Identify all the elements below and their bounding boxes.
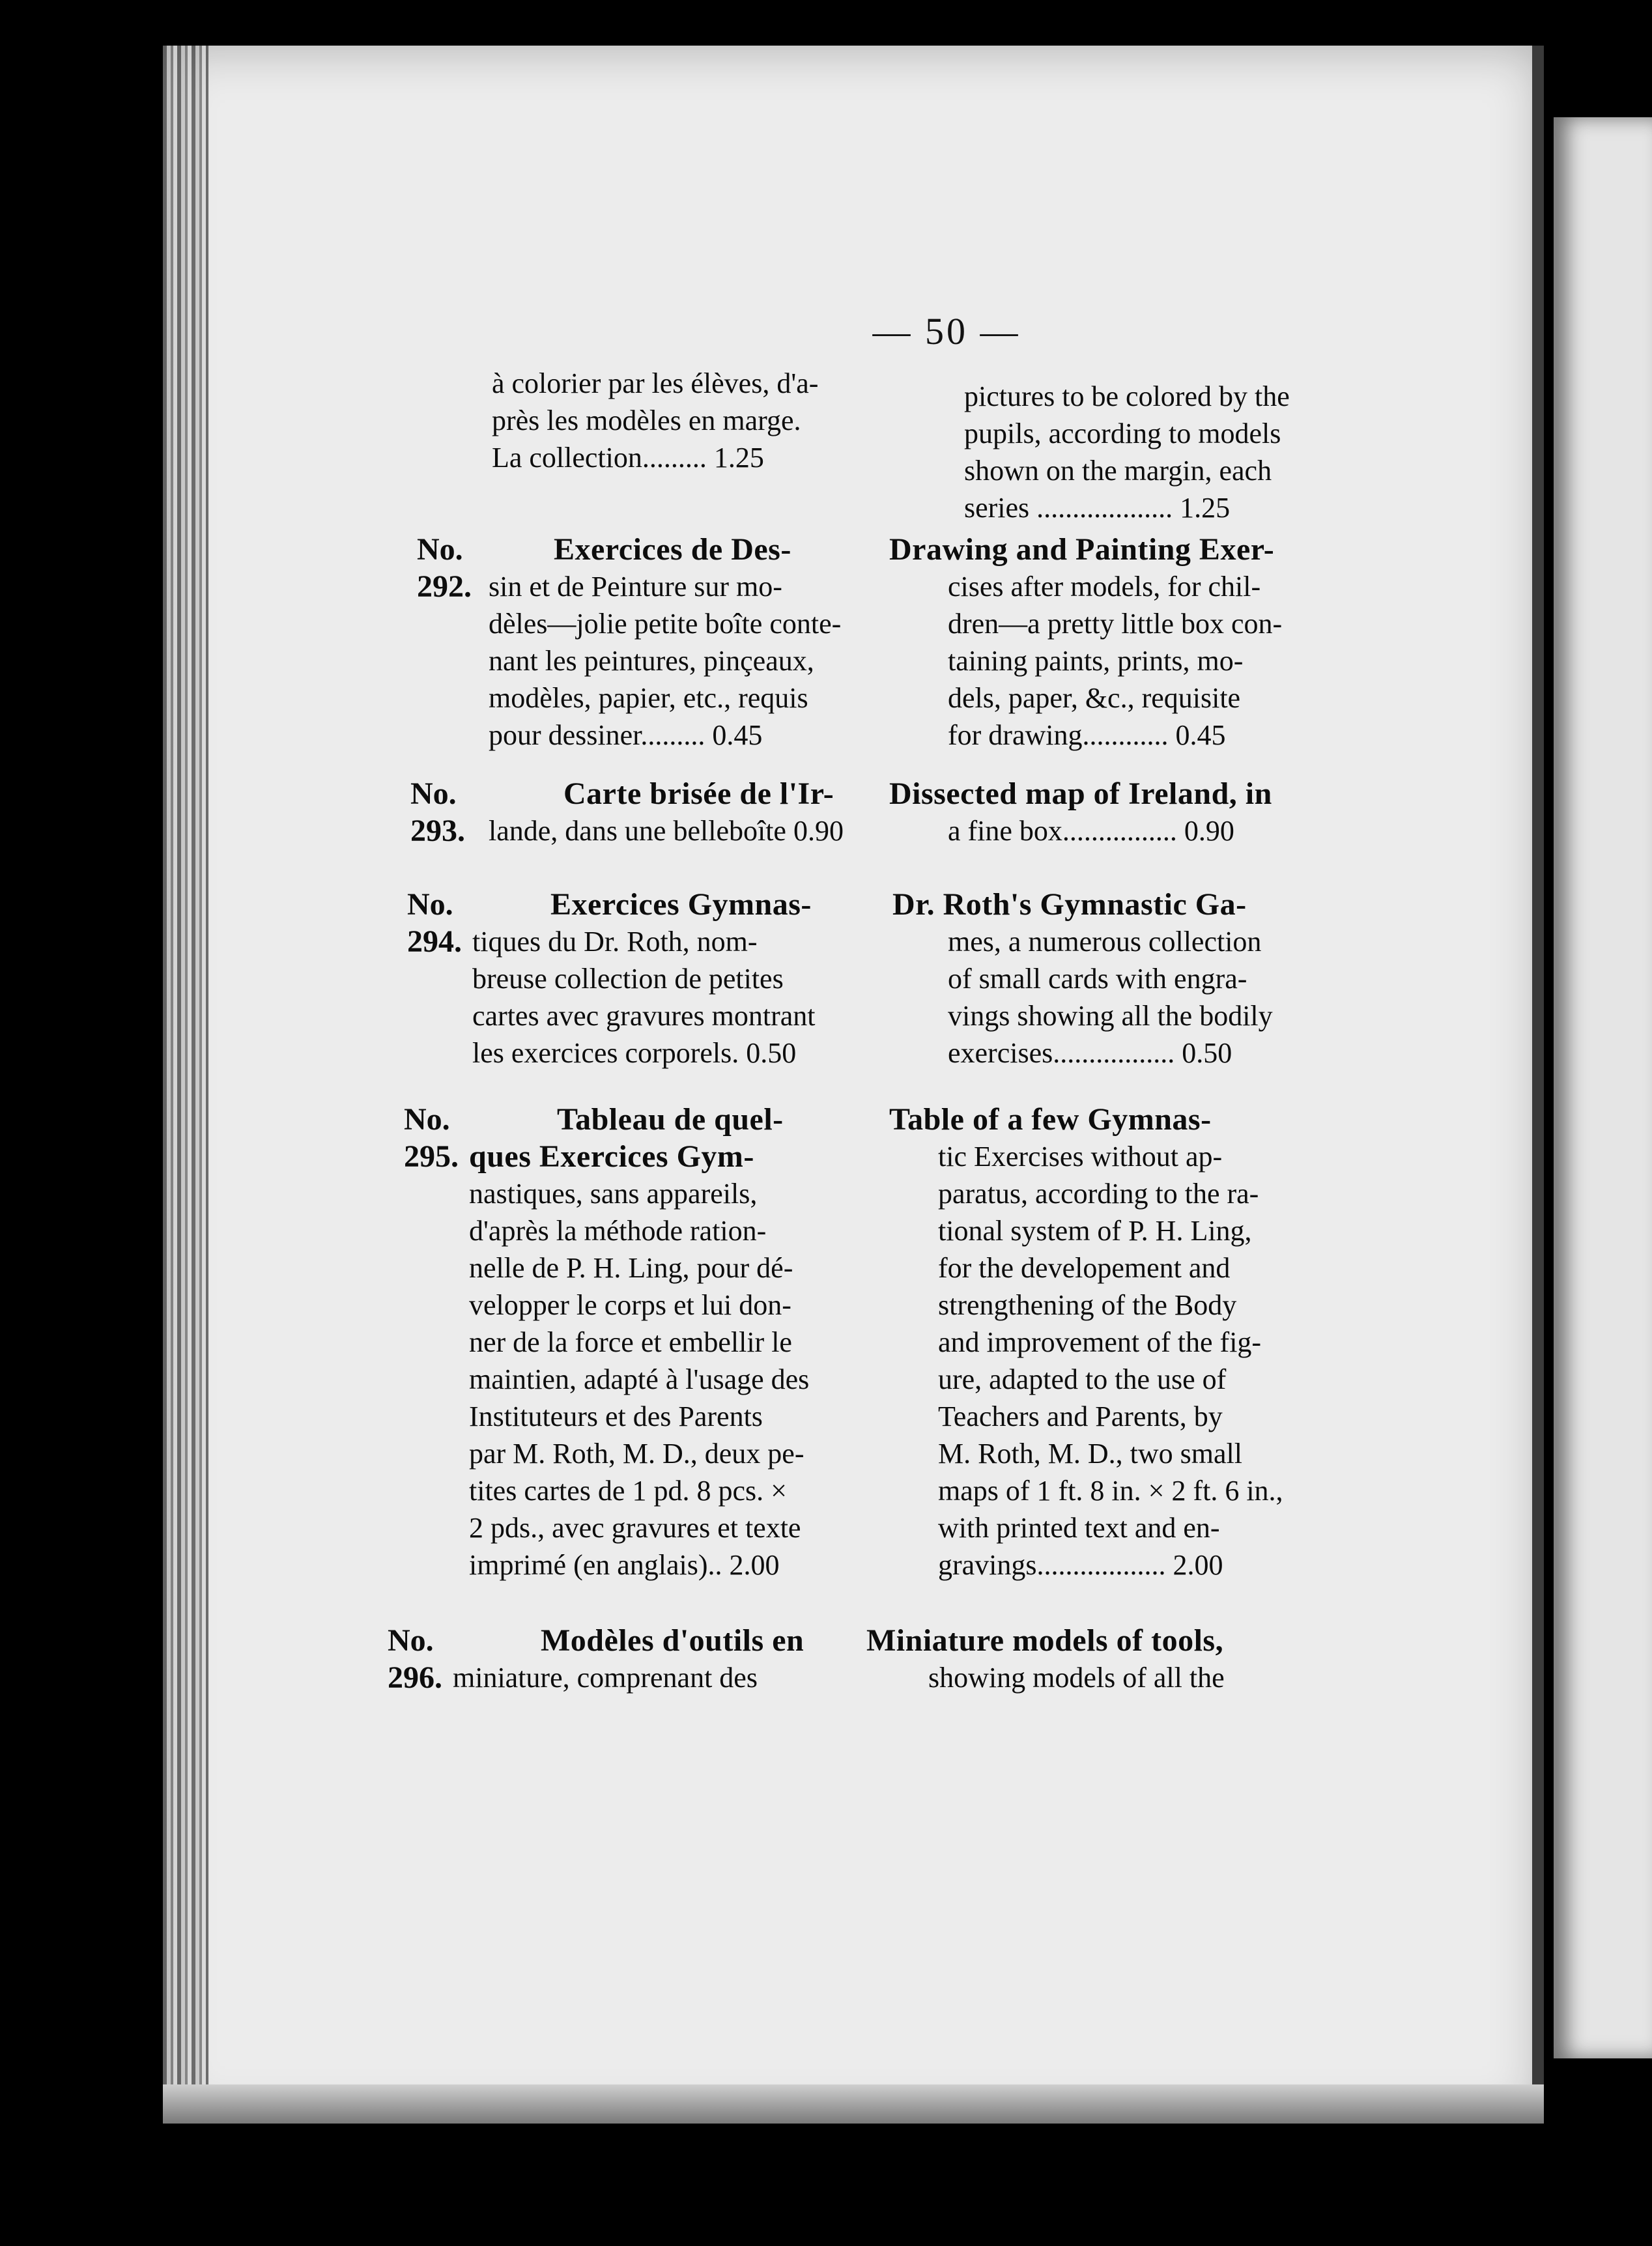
text-line: La collection......... 1.25 <box>492 442 764 474</box>
text-line: dèles—jolie petite boîte conte- <box>489 608 842 640</box>
entry-title-en: Drawing and Painting Exer- <box>889 532 1275 567</box>
text-line: cises after models, for chil- <box>948 571 1261 603</box>
entry-title-en: Dissected map of Ireland, in <box>889 776 1272 811</box>
page-right-edge <box>1532 46 1544 2124</box>
text-line: velopper le corps et lui don- <box>469 1289 791 1321</box>
text-line: M. Roth, M. D., two small <box>938 1438 1242 1470</box>
entry-number: No. 296. <box>388 1623 442 1695</box>
text-line: les exercices corporels. 0.50 <box>472 1037 797 1069</box>
text-line: pour dessiner......... 0.45 <box>489 719 763 751</box>
text-line: ure, adapted to the use of <box>938 1363 1227 1395</box>
text-line: 2 pds., avec gravures et texte <box>469 1512 801 1544</box>
entry-en <box>889 1101 1365 1138</box>
text-line: pictures to be colored by the <box>964 380 1290 412</box>
entry-title-fr: Modèles d'outils en <box>541 1623 805 1658</box>
continued-fr <box>492 365 948 476</box>
entry-en-body <box>948 923 1404 1072</box>
text-line: for the developement and <box>938 1252 1231 1284</box>
entry-en-body <box>928 1659 1384 1696</box>
entry-title-en: Dr. Roth's Gymnastic Ga- <box>892 887 1247 922</box>
text-line: dels, paper, &c., requisite <box>948 682 1241 714</box>
text-line: modèles, papier, etc., requis <box>489 682 808 714</box>
text-line: maps of 1 ft. 8 in. × 2 ft. 6 in., <box>938 1475 1283 1507</box>
page-binding <box>163 46 208 2124</box>
text-line: tiques du Dr. Roth, nom- <box>472 926 758 958</box>
text-line: ner de la force et embellir le <box>469 1326 792 1358</box>
entry-en <box>866 1622 1348 1659</box>
entry-fr-body <box>489 812 945 849</box>
entry-number: No. 294. <box>407 887 462 959</box>
entry-title-en: Miniature models of tools, <box>866 1623 1224 1658</box>
text-line: exercises................. 0.50 <box>948 1037 1232 1069</box>
page-bottom-edge <box>163 2084 1544 2124</box>
text-line: par M. Roth, M. D., deux pe- <box>469 1438 805 1470</box>
adjacent-page <box>1554 117 1652 2058</box>
text-line: dren—a pretty little box con- <box>948 608 1283 640</box>
entry-fr-body <box>469 1138 938 1584</box>
entry-title-fr: Carte brisée de l'Ir- <box>563 776 834 811</box>
scanned-page <box>163 46 1544 2124</box>
text-line: gravings.................. 2.00 <box>938 1549 1223 1581</box>
text-line: nastiques, sans appareils, <box>469 1178 758 1210</box>
text-line: mes, a numerous collection <box>948 926 1262 958</box>
text-line: maintien, adapté à l'usage des <box>469 1363 810 1395</box>
text-line: ques Exercices Gym- <box>469 1139 754 1174</box>
text-line: with printed text and en- <box>938 1512 1220 1544</box>
entry-en <box>889 531 1365 568</box>
entry-fr-body <box>453 1659 922 1696</box>
text-line: imprimé (en anglais).. 2.00 <box>469 1549 780 1581</box>
text-line: tic Exercises without ap- <box>938 1141 1223 1173</box>
entry-fr-body <box>489 568 945 754</box>
text-line: lande, dans une belleboîte 0.90 <box>489 815 844 847</box>
text-line: and improvement of the fig- <box>938 1326 1262 1358</box>
text-line: strengthening of the Body <box>938 1289 1237 1321</box>
text-line: tional system of P. H. Ling, <box>938 1215 1252 1247</box>
text-line: cartes avec gravures montrant <box>472 1000 816 1032</box>
text-line: of small cards with engra- <box>948 963 1247 995</box>
text-line: tites cartes de 1 pd. 8 pcs. × <box>469 1475 787 1507</box>
text-line: Teachers and Parents, by <box>938 1400 1223 1432</box>
text-line: nant les peintures, pinçeaux, <box>489 645 814 677</box>
text-line: a fine box................ 0.90 <box>948 815 1234 847</box>
entry-en <box>892 886 1368 923</box>
text-line: nelle de P. H. Ling, pour dé- <box>469 1252 793 1284</box>
entry-fr-body <box>472 923 941 1072</box>
text-line: paratus, according to the ra- <box>938 1178 1259 1210</box>
text-line: à colorier par les élèves, d'a- <box>492 367 819 399</box>
entry-en-body <box>938 1138 1407 1584</box>
text-line: taining paints, prints, mo- <box>948 645 1244 677</box>
entry-title-fr: Tableau de quel- <box>557 1102 784 1137</box>
continued-en <box>964 378 1420 526</box>
text-line: showing models of all the <box>928 1662 1225 1694</box>
text-line: vings showing all the bodily <box>948 1000 1273 1032</box>
text-line: sin et de Peinture sur mo- <box>489 571 782 603</box>
entry-title-fr: Exercices Gymnas- <box>550 887 812 922</box>
text-line: miniature, comprenant des <box>453 1662 758 1694</box>
entry-number: No. 292. <box>417 532 472 604</box>
text-line: shown on the margin, each <box>964 455 1272 487</box>
entry-number: No. 295. <box>404 1102 459 1174</box>
entry-en <box>889 775 1371 812</box>
text-line: d'après la méthode ration- <box>469 1215 767 1247</box>
entry-en-body <box>948 568 1404 754</box>
text-line: Instituteurs et des Parents <box>469 1400 763 1432</box>
text-line: for drawing............ 0.45 <box>948 719 1226 751</box>
entry-number: No. 293. <box>410 776 465 848</box>
page-number: — 50 — <box>872 310 1021 352</box>
text-line: près les modèles en marge. <box>492 405 801 436</box>
text-line: breuse collection de petites <box>472 963 784 995</box>
entry-title-fr: Exercices de Des- <box>554 532 791 567</box>
text-line: series ................... 1.25 <box>964 492 1231 524</box>
entry-title-en: Table of a few Gymnas- <box>889 1102 1212 1137</box>
entry-en-body <box>948 812 1404 849</box>
text-line: pupils, according to models <box>964 418 1281 449</box>
